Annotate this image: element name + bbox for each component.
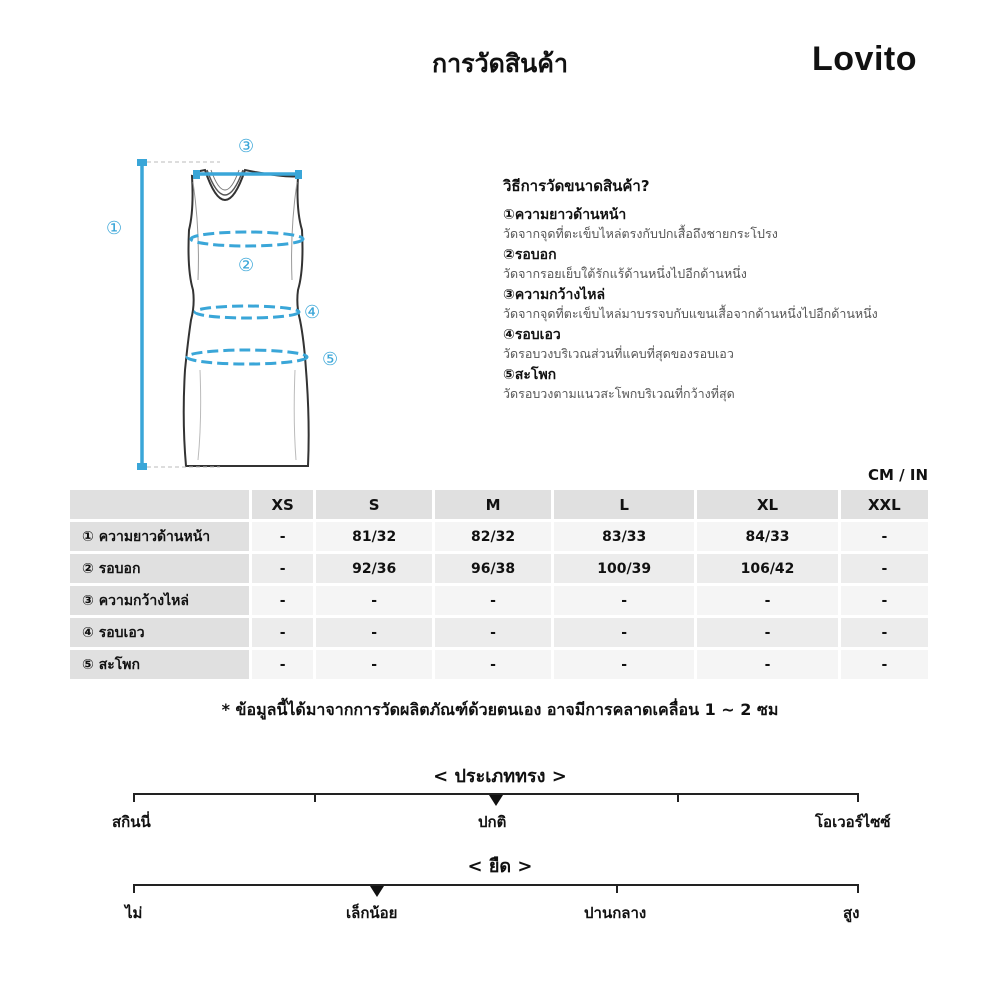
column-header: S [316, 490, 432, 519]
stretch-label-medium: ปานกลาง [584, 904, 647, 922]
table-cell: - [435, 586, 551, 615]
table-cell: - [316, 618, 432, 647]
marker-3: ③ [238, 136, 255, 157]
row-label: ④ รอบเอว [70, 618, 249, 647]
stretch-label-slight: เล็กน้อย [346, 904, 398, 922]
fit-label-oversize: โอเวอร์ไซซ์ [815, 813, 891, 831]
stretch-label-high: สูง [843, 904, 860, 922]
stretch-scale-tick [857, 884, 859, 893]
marker-4: ④ [304, 302, 321, 323]
instruction-label: ④รอบเอว [503, 327, 561, 343]
row-label: ③ ความกว้างไหล่ [70, 586, 249, 615]
brand-logo: Lovito [812, 40, 917, 78]
fit-scale-tick [314, 793, 316, 802]
table-cell: - [841, 554, 928, 583]
table-cell: - [252, 650, 313, 679]
table-cell: 82/32 [435, 522, 551, 551]
row-label: ⑤ สะโพก [70, 650, 249, 679]
table-cell: - [252, 618, 313, 647]
stretch-scale-tick [616, 884, 618, 893]
table-cell: - [435, 618, 551, 647]
table-cell: - [697, 650, 837, 679]
measurement-note: * ข้อมูลนี้ได้มาจากการวัดผลิตภัณฑ์ด้วยตนเอง อาจมีการคลาดเคลื่อน 1 ~ 2 ซม [221, 700, 779, 719]
corner-cell [70, 490, 249, 519]
table-cell: - [252, 554, 313, 583]
table-cell: - [841, 618, 928, 647]
marker-1: ① [106, 218, 123, 239]
table-cell: - [554, 586, 694, 615]
instruction-item [503, 326, 943, 362]
row-label: ① ความยาวด้านหน้า [70, 522, 249, 551]
table-row [70, 522, 928, 551]
table-cell: - [252, 586, 313, 615]
fit-scale-tick [677, 793, 679, 802]
stretch-scale-line [133, 884, 859, 886]
fit-label-regular: ปกติ [478, 813, 507, 831]
instruction-item [503, 206, 943, 242]
marker-2: ② [238, 255, 255, 276]
instruction-item [503, 246, 943, 282]
measure-instructions [503, 174, 943, 406]
page-title: การวัดสินค้า [432, 49, 568, 78]
fit-label-skinny: สกินนี่ [112, 813, 151, 831]
marker-5: ⑤ [322, 349, 339, 370]
table-cell: - [316, 586, 432, 615]
fit-scale-tick [133, 793, 135, 802]
table-cell: - [252, 522, 313, 551]
table-cell: - [697, 618, 837, 647]
table-row [70, 650, 928, 679]
table-cell: - [435, 650, 551, 679]
column-header: L [554, 490, 694, 519]
instructions-heading: วิธีการวัดขนาดสินค้า? [503, 177, 650, 195]
table-cell: - [316, 650, 432, 679]
fit-selected-marker [489, 795, 503, 806]
table-cell: 92/36 [316, 554, 432, 583]
table-cell: 84/33 [697, 522, 837, 551]
size-table [67, 487, 931, 682]
instruction-desc: วัดจากรอยเย็บใต้รักแร้ด้านหนึ่งไปอีกด้านหนึ่ง [503, 266, 747, 281]
column-header: XS [252, 490, 313, 519]
instruction-item [503, 286, 943, 322]
instruction-desc: วัดจากจุดที่ตะเข็บไหล่มาบรรจบกับแขนเสื้อจากด้านหนึ่งไปอีกด้านหนึ่ง [503, 306, 878, 321]
unit-label: CM / IN [868, 466, 928, 484]
instruction-label: ⑤สะโพก [503, 367, 557, 383]
instruction-desc: วัดรอบวงบริเวณส่วนที่แคบที่สุดของรอบเอว [503, 346, 734, 361]
table-cell: - [841, 586, 928, 615]
stretch-selected-marker [370, 886, 384, 897]
column-header: M [435, 490, 551, 519]
column-header: XXL [841, 490, 928, 519]
table-cell: - [697, 586, 837, 615]
table-header-row [70, 490, 928, 519]
stretch-scale-tick [133, 884, 135, 893]
table-row [70, 554, 928, 583]
table-row [70, 618, 928, 647]
table-row [70, 586, 928, 615]
row-label: ② รอบอก [70, 554, 249, 583]
table-cell: 81/32 [316, 522, 432, 551]
fit-scale-tick [857, 793, 859, 802]
instruction-desc: วัดรอบวงตามแนวสะโพกบริเวณที่กว้างที่สุด [503, 386, 735, 401]
dress-illustration [90, 130, 380, 480]
table-cell: - [841, 650, 928, 679]
stretch-label-none: ไม่ [125, 904, 143, 922]
instruction-label: ③ความกว้างไหล่ [503, 287, 606, 303]
table-cell: 96/38 [435, 554, 551, 583]
instruction-label: ②รอบอก [503, 247, 557, 263]
instruction-label: ①ความยาวด้านหน้า [503, 207, 627, 223]
instruction-desc: วัดจากจุดที่ตะเข็บไหล่ตรงกับปกเสื้อถึงชายกระโปรง [503, 226, 778, 241]
instruction-item [503, 366, 943, 402]
table-cell: 100/39 [554, 554, 694, 583]
fit-scale-title: < ประเภททรง > [433, 766, 567, 787]
column-header: XL [697, 490, 837, 519]
table-cell: 106/42 [697, 554, 837, 583]
table-cell: - [841, 522, 928, 551]
stretch-scale-title: < ยืด > [467, 856, 533, 877]
dress-diagram [90, 130, 380, 480]
table-cell: - [554, 650, 694, 679]
table-cell: 83/33 [554, 522, 694, 551]
table-cell: - [554, 618, 694, 647]
